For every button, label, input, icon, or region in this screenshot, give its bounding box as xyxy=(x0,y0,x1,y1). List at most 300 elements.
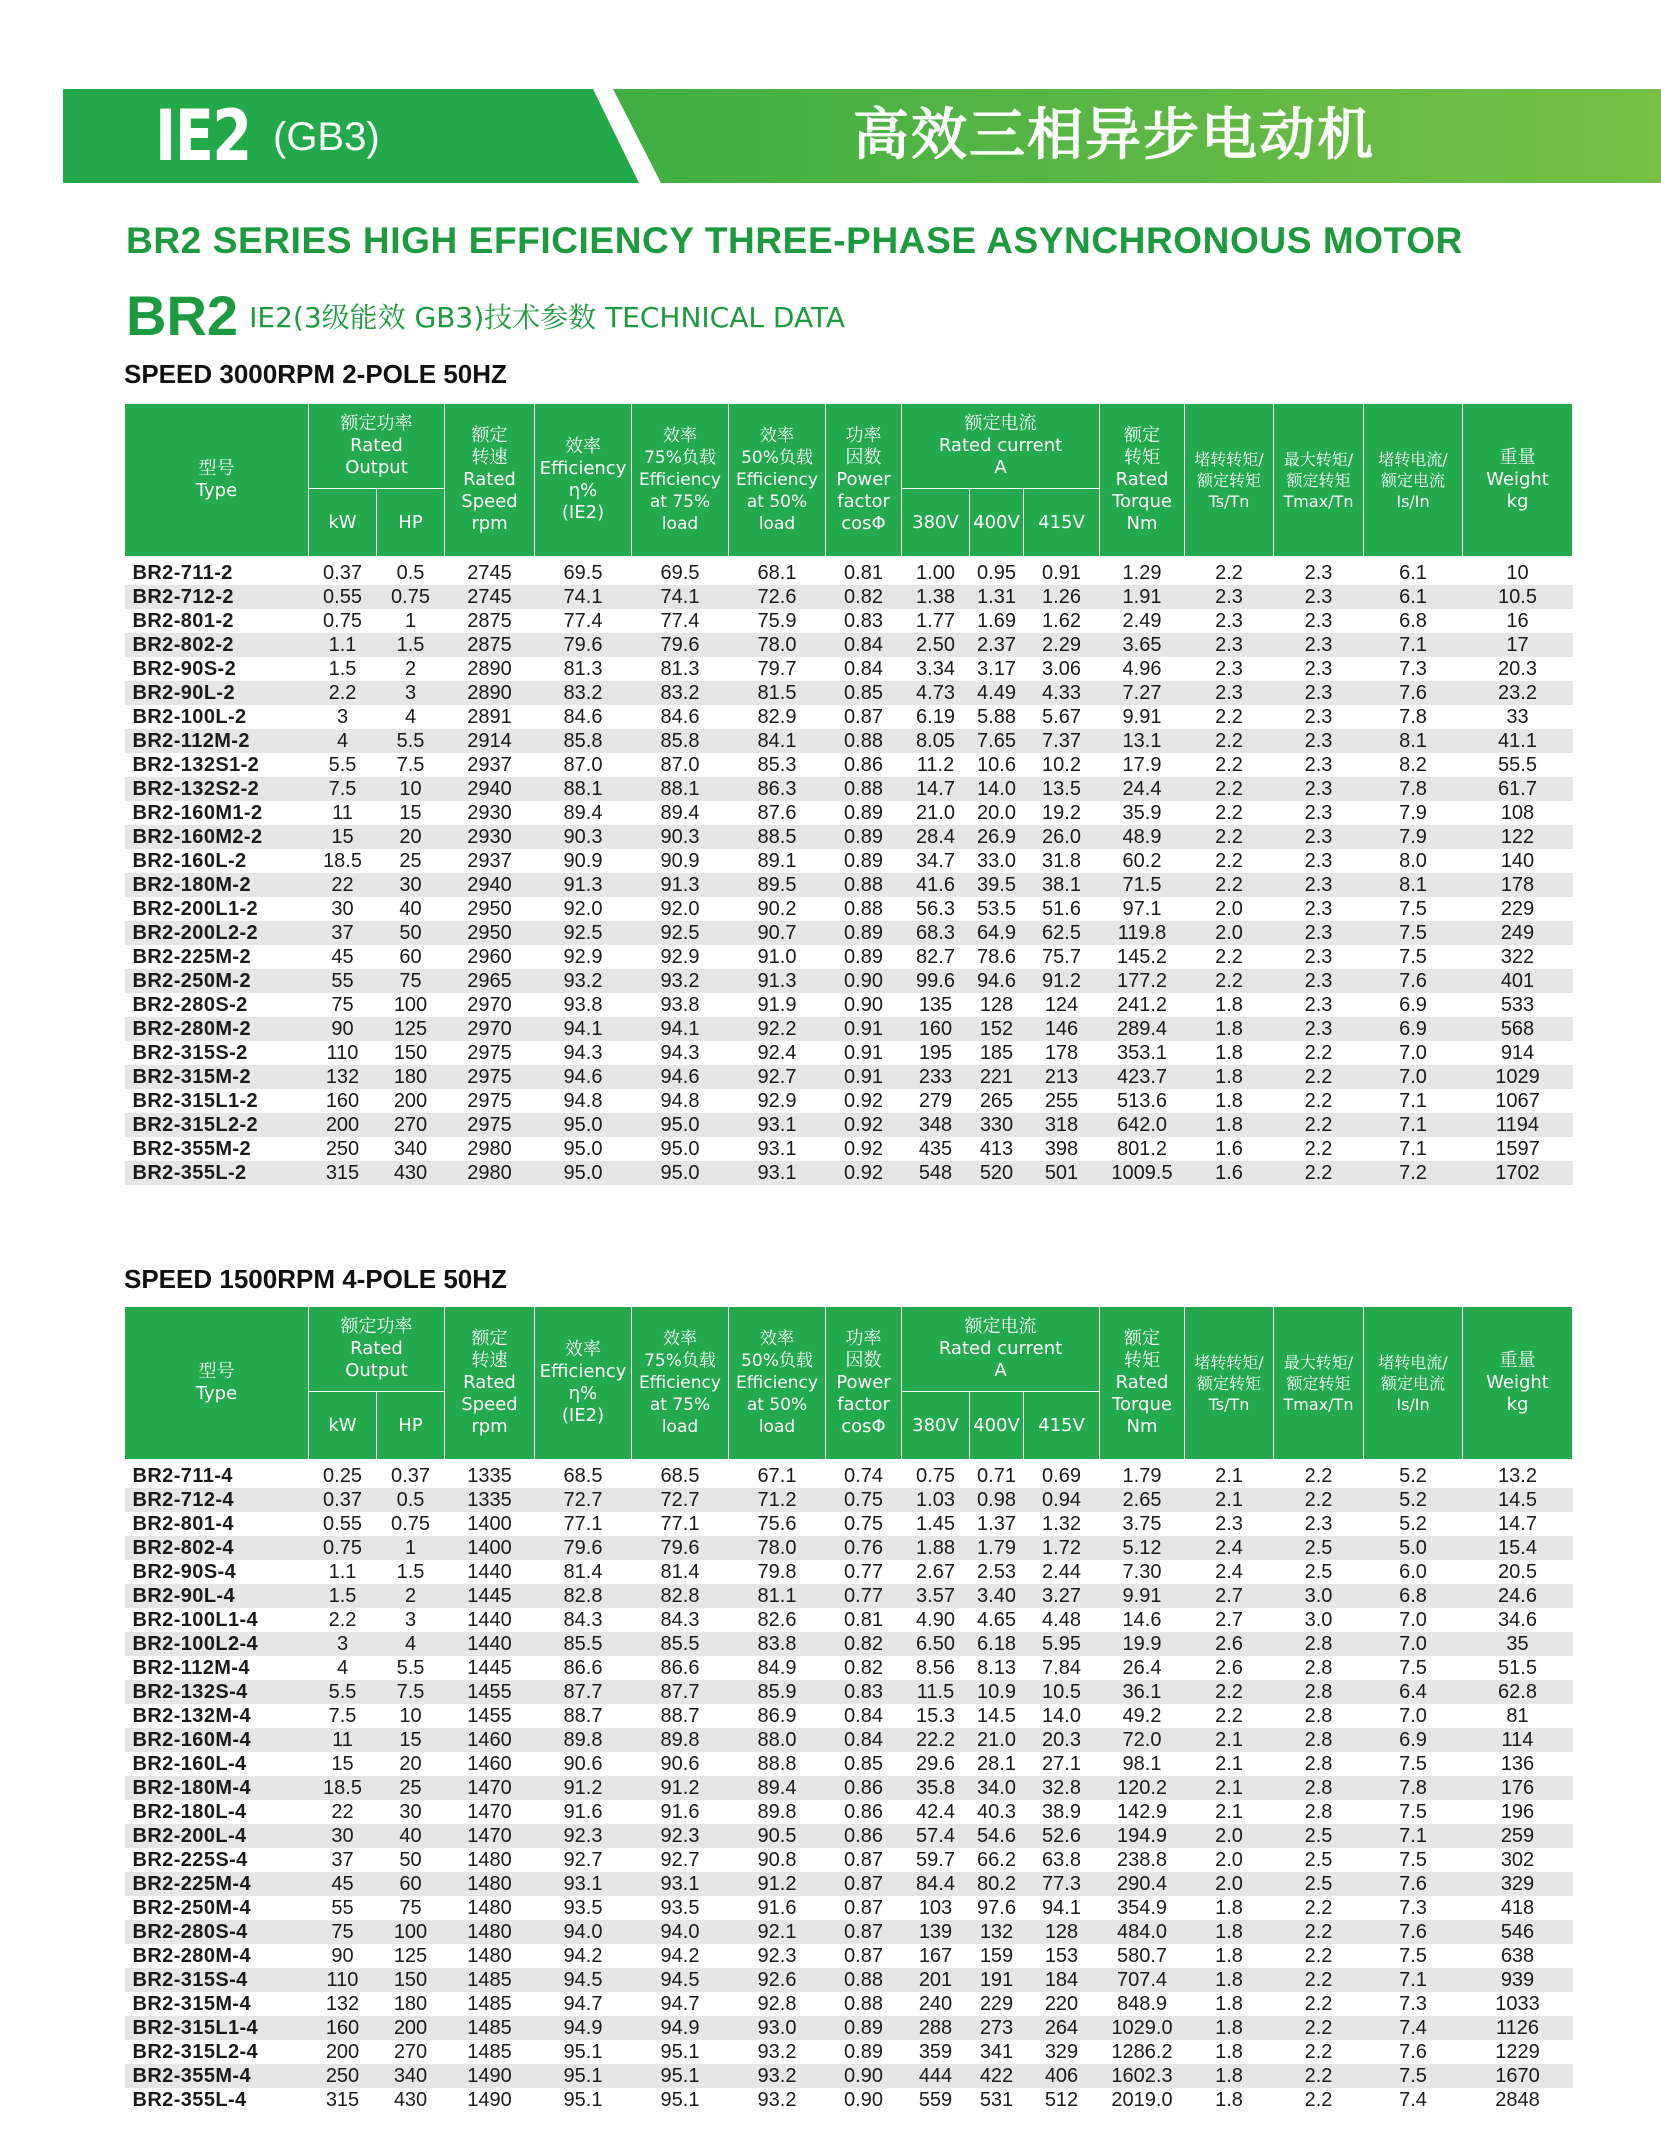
row-value-cell: 580.7 xyxy=(1116,1945,1168,1967)
row-value-cell: 50 xyxy=(399,1849,422,1871)
row-value-cell: 85.8 xyxy=(632,729,729,753)
row-value-cell: 513.6 xyxy=(1116,1090,1168,1112)
row-value-cell: 1.03 xyxy=(902,1488,970,1512)
row-value-cell: 484.0 xyxy=(1100,1920,1185,1944)
row-value-cell: 128 xyxy=(979,994,1014,1016)
header-v415: 415V xyxy=(1024,1392,1100,1460)
row-value-cell: 2.2 xyxy=(1274,1161,1364,1185)
row-value-cell: 92.2 xyxy=(729,1017,826,1041)
row-value-cell: 1.6 xyxy=(1215,1138,1243,1160)
row-value-cell: 89.5 xyxy=(729,873,826,897)
row-value-cell: 1480 xyxy=(445,1920,535,1944)
row-value-cell: 66.2 xyxy=(977,1849,1016,1871)
row-value-cell: 2.8 xyxy=(1274,1632,1364,1656)
row-value-cell: 95.0 xyxy=(535,1161,632,1185)
table-row xyxy=(125,2064,1573,2088)
row-value-cell: 1.5 xyxy=(328,658,357,680)
row-value-cell: 92.4 xyxy=(757,1042,797,1064)
row-value-cell: 34.6 xyxy=(1498,1609,1537,1631)
row-value-cell: 176 xyxy=(1463,1776,1573,1800)
row-value-cell: 62.8 xyxy=(1463,1680,1573,1704)
row-value-cell: 0.83 xyxy=(826,1680,902,1704)
row-value-cell: 79.8 xyxy=(757,1561,797,1583)
row-value-cell: 707.4 xyxy=(1100,1968,1185,1992)
header-v400: 400V xyxy=(970,489,1024,557)
row-value-cell: 82.8 xyxy=(535,1584,632,1608)
row-value-cell: 40 xyxy=(399,898,422,920)
row-value-cell: 2.2 xyxy=(1304,1042,1333,1064)
header-tsn xyxy=(1185,1307,1274,1460)
header-torque xyxy=(1100,1307,1185,1460)
row-value-cell: 0.98 xyxy=(970,1488,1024,1512)
row-value-cell: 92.9 xyxy=(660,946,700,968)
row-value-cell: 45 xyxy=(331,946,354,968)
row-value-cell: 88.1 xyxy=(632,777,729,801)
row-value-cell: 2.50 xyxy=(902,633,970,657)
row-value-cell: 520 xyxy=(970,1161,1024,1185)
row-value-cell: 270 xyxy=(393,2041,428,2063)
row-value-cell: 229 xyxy=(1500,898,1535,920)
row-value-cell: 13.1 xyxy=(1100,729,1185,753)
row-value-cell: 87.6 xyxy=(757,802,797,824)
row-value-cell: 21.0 xyxy=(970,1728,1024,1752)
row-value-cell: 93.2 xyxy=(535,969,632,993)
row-value-cell: 26.9 xyxy=(970,825,1024,849)
row-value-cell: 90.3 xyxy=(535,825,632,849)
row-value-cell: 90.9 xyxy=(660,850,700,872)
row-value-cell: 145.2 xyxy=(1116,946,1168,968)
row-value-cell: 92.7 xyxy=(729,1065,826,1089)
header-eff75-line: 75%负载 xyxy=(644,1351,716,1371)
row-value-cell: 1.8 xyxy=(1215,1090,1243,1112)
row-value-cell: 2.0 xyxy=(1185,1872,1274,1896)
row-value-cell: 75.7 xyxy=(1042,946,1081,968)
row-type-cell: BR2-280S-2 xyxy=(132,994,248,1016)
row-value-cell: 92.7 xyxy=(563,1849,603,1871)
row-value-cell: 95.1 xyxy=(632,2064,729,2088)
row-type-cell: BR2-250M-2 xyxy=(125,969,309,993)
row-value-cell: 2.2 xyxy=(1304,1465,1333,1487)
header-output-line: Rated xyxy=(350,435,403,456)
row-value-cell: 2.2 xyxy=(1274,1065,1364,1089)
row-value-cell: 1229 xyxy=(1495,2041,1540,2063)
row-value-cell: 81.3 xyxy=(563,658,603,680)
table-row xyxy=(125,1968,1573,1992)
row-value-cell: 11 xyxy=(332,802,353,824)
row-value-cell: 85.5 xyxy=(535,1632,632,1656)
table-row xyxy=(125,1065,1573,1089)
header-eff-line: 效率 xyxy=(565,1339,601,1360)
row-type-cell: BR2-712-4 xyxy=(125,1488,309,1512)
header-current-line: A xyxy=(994,457,1007,478)
row-value-cell: 89.1 xyxy=(757,850,797,872)
header-eff-line: η% xyxy=(568,480,598,501)
tech-subtitle: IE2(3级能效 GB3)技术参数 TECHNICAL DATA xyxy=(249,300,846,334)
row-value-cell: 264 xyxy=(1024,2016,1100,2040)
table-row xyxy=(125,1728,1573,1752)
row-value-cell: 3.65 xyxy=(1100,633,1185,657)
row-value-cell: 30 xyxy=(399,1801,422,1823)
row-value-cell: 88.0 xyxy=(729,1728,826,1752)
row-value-cell: 2745 xyxy=(445,585,535,609)
row-value-cell: 4.33 xyxy=(1024,681,1100,705)
row-value-cell: 250 xyxy=(309,2064,377,2088)
row-value-cell: 77.4 xyxy=(563,610,603,632)
row-value-cell: 2.67 xyxy=(916,1561,955,1583)
row-value-cell: 90.9 xyxy=(563,850,603,872)
header-speed-line: 额定 xyxy=(471,425,508,446)
row-value-cell: 2.2 xyxy=(328,1609,357,1631)
row-type-cell: BR2-132S-4 xyxy=(125,1680,309,1704)
row-value-cell: 178 xyxy=(1044,1042,1079,1064)
header-eff75-line: load xyxy=(661,1417,699,1437)
row-value-cell: 160 xyxy=(309,2016,377,2040)
header-eff75-line: at 75% xyxy=(649,1395,711,1415)
row-value-cell: 2.8 xyxy=(1274,1680,1364,1704)
header-eff50-line: Efficiency xyxy=(736,1373,818,1393)
row-value-cell: 1.8 xyxy=(1215,1945,1243,1967)
header-eff-line: 效率 xyxy=(565,436,601,457)
row-value-cell: 0.37 xyxy=(391,1465,430,1487)
row-value-cell: 315 xyxy=(309,1161,377,1185)
row-value-cell: 180 xyxy=(377,1065,445,1089)
row-value-cell: 2.2 xyxy=(1304,2041,1333,2063)
row-value-cell: 1.38 xyxy=(902,585,970,609)
row-value-cell: 90.7 xyxy=(729,921,826,945)
row-value-cell: 60 xyxy=(399,946,422,968)
header-speed-line: Rated xyxy=(463,469,516,490)
row-value-cell: 0.86 xyxy=(826,1824,902,1848)
row-value-cell: 7.5 xyxy=(309,777,377,801)
row-type-cell: BR2-280M-2 xyxy=(125,1017,309,1041)
row-value-cell: 11.2 xyxy=(916,754,955,776)
row-value-cell: 196 xyxy=(1500,1801,1535,1823)
row-value-cell: 95.0 xyxy=(632,1113,729,1137)
header-weight-line: kg xyxy=(1506,1394,1529,1415)
row-value-cell: 2.1 xyxy=(1185,1776,1274,1800)
table-row xyxy=(125,1824,1573,1848)
row-value-cell: 2.1 xyxy=(1215,1465,1243,1487)
row-value-cell: 86.3 xyxy=(729,777,826,801)
row-value-cell: 1.8 xyxy=(1215,994,1243,1016)
row-value-cell: 5.0 xyxy=(1364,1536,1463,1560)
row-value-cell: 4.96 xyxy=(1122,658,1162,680)
row-value-cell: 3.57 xyxy=(902,1584,970,1608)
header-speed xyxy=(445,1307,535,1460)
row-value-cell: 848.9 xyxy=(1116,1993,1168,2015)
row-value-cell: 100 xyxy=(377,1920,445,1944)
row-value-cell: 25 xyxy=(377,1776,445,1800)
row-value-cell: 9.91 xyxy=(1100,1584,1185,1608)
row-value-cell: 6.1 xyxy=(1399,562,1427,584)
header-v415: 415V xyxy=(1024,489,1100,557)
row-value-cell: 2.3 xyxy=(1274,825,1364,849)
row-type-cell: BR2-160M2-2 xyxy=(125,825,309,849)
row-value-cell: 1.8 xyxy=(1185,2064,1274,2088)
table-row xyxy=(125,777,1573,801)
row-value-cell: 270 xyxy=(377,1113,445,1137)
row-value-cell: 221 xyxy=(970,1065,1024,1089)
header-current xyxy=(902,1307,1100,1392)
row-type-cell: BR2-90S-4 xyxy=(132,1561,237,1583)
row-value-cell: 0.86 xyxy=(844,754,883,776)
row-value-cell: 2.49 xyxy=(1122,610,1162,632)
row-value-cell: 13.5 xyxy=(1024,777,1100,801)
row-value-cell: 2.0 xyxy=(1215,898,1243,920)
row-value-cell: 88.5 xyxy=(729,825,826,849)
row-value-cell: 7.5 xyxy=(1364,921,1463,945)
row-value-cell: 99.6 xyxy=(902,969,970,993)
row-value-cell: 1470 xyxy=(445,1776,535,1800)
row-value-cell: 7.1 xyxy=(1364,1113,1463,1137)
row-value-cell: 79.6 xyxy=(535,1536,632,1560)
row-value-cell: 103 xyxy=(918,1897,953,1919)
row-value-cell: 0.90 xyxy=(826,2064,902,2088)
row-value-cell: 7.1 xyxy=(1399,1090,1427,1112)
row-value-cell: 0.89 xyxy=(826,825,902,849)
row-value-cell: 0.88 xyxy=(844,898,883,920)
row-value-cell: 642.0 xyxy=(1100,1113,1185,1137)
header-output-line: Rated xyxy=(350,1338,403,1359)
header-weight-line: kg xyxy=(1506,491,1529,512)
header-hp: HP xyxy=(377,1392,445,1460)
row-value-cell: 2.29 xyxy=(1024,633,1100,657)
row-value-cell: 93.1 xyxy=(729,1113,826,1137)
row-type-cell: BR2-180M-4 xyxy=(125,1776,309,1800)
row-value-cell: 93.8 xyxy=(660,994,700,1016)
row-value-cell: 71.2 xyxy=(729,1488,826,1512)
row-value-cell: 0.92 xyxy=(826,1113,902,1137)
row-value-cell: 90 xyxy=(331,1945,354,1967)
row-value-cell: 7.5 xyxy=(1399,1753,1427,1775)
row-value-cell: 88.7 xyxy=(563,1705,603,1727)
row-type-cell: BR2-802-2 xyxy=(125,633,309,657)
row-value-cell: 290.4 xyxy=(1100,1872,1185,1896)
row-value-cell: 1480 xyxy=(467,1897,512,1919)
row-value-cell: 35 xyxy=(1463,1632,1573,1656)
table-row xyxy=(125,1632,1573,1656)
row-value-cell: 88.7 xyxy=(660,1705,700,1727)
row-type-cell: BR2-711-4 xyxy=(132,1465,233,1487)
row-value-cell: 4.73 xyxy=(902,681,970,705)
row-value-cell: 0.69 xyxy=(1042,1465,1081,1487)
row-value-cell: 3.0 xyxy=(1304,1609,1333,1631)
row-value-cell: 14.6 xyxy=(1122,1609,1162,1631)
row-value-cell: 5.2 xyxy=(1399,1513,1427,1535)
row-value-cell: 548 xyxy=(902,1161,970,1185)
row-value-cell: 22.2 xyxy=(902,1728,970,1752)
row-value-cell: 0.85 xyxy=(826,681,902,705)
row-value-cell: 87.7 xyxy=(535,1680,632,1704)
row-value-cell: 0.84 xyxy=(826,1728,902,1752)
row-value-cell: 94.9 xyxy=(632,2016,729,2040)
row-value-cell: 6.50 xyxy=(902,1632,970,1656)
row-value-cell: 340 xyxy=(377,2064,445,2088)
header-type-line: 型号 xyxy=(198,458,235,479)
row-value-cell: 110 xyxy=(326,1042,359,1064)
row-value-cell: 0.81 xyxy=(844,562,883,584)
row-value-cell: 401 xyxy=(1463,969,1573,993)
header-isn-line: 堵转电流/ xyxy=(1378,1352,1448,1372)
row-value-cell: 125 xyxy=(377,1017,445,1041)
row-value-cell: 1460 xyxy=(467,1753,512,1775)
row-value-cell: 2975 xyxy=(445,1065,535,1089)
row-value-cell: 1.1 xyxy=(309,633,377,657)
row-value-cell: 20 xyxy=(399,1753,422,1775)
row-value-cell: 132 xyxy=(970,1920,1024,1944)
row-value-cell: 178 xyxy=(1463,873,1573,897)
header-torque-line: Nm xyxy=(1126,1416,1158,1437)
table-row xyxy=(125,1041,1573,1065)
table-row xyxy=(125,1464,1573,1488)
table-row xyxy=(125,2016,1573,2040)
row-value-cell: 3 xyxy=(377,681,445,705)
row-value-cell: 1445 xyxy=(467,1657,512,1679)
row-value-cell: 3 xyxy=(404,1609,417,1631)
row-value-cell: 0.92 xyxy=(826,1161,902,1185)
row-value-cell: 2875 xyxy=(467,610,512,632)
row-value-cell: 1029 xyxy=(1463,1065,1573,1089)
row-value-cell: 1.1 xyxy=(328,1561,357,1583)
row-type-cell: BR2-180L-4 xyxy=(132,1801,247,1823)
row-value-cell: 0.90 xyxy=(844,2089,883,2111)
row-value-cell: 7.2 xyxy=(1364,1161,1463,1185)
row-value-cell: 14.0 xyxy=(970,777,1024,801)
row-value-cell: 92.6 xyxy=(729,1968,826,1992)
motor-data-table-2pole xyxy=(124,403,1573,1185)
row-value-cell: 93.1 xyxy=(757,1138,797,1160)
row-value-cell: 36.1 xyxy=(1100,1680,1185,1704)
row-value-cell: 84.9 xyxy=(757,1657,797,1679)
row-value-cell: 0.5 xyxy=(377,1488,445,1512)
table-row xyxy=(125,585,1573,609)
row-value-cell: 2.2 xyxy=(1304,1138,1333,1160)
row-value-cell: 45 xyxy=(309,1872,377,1896)
row-value-cell: 2.3 xyxy=(1304,1513,1333,1535)
header-hp: HP xyxy=(377,489,445,557)
row-value-cell: 0.55 xyxy=(323,1513,362,1535)
row-value-cell: 1067 xyxy=(1495,1090,1540,1112)
header-speed-line: Speed xyxy=(461,1394,518,1415)
row-value-cell: 4.65 xyxy=(977,1609,1016,1631)
row-value-cell: 0.92 xyxy=(844,1090,883,1112)
row-value-cell: 94.1 xyxy=(535,1017,632,1041)
row-value-cell: 1 xyxy=(404,610,417,632)
row-value-cell: 68.5 xyxy=(660,1465,700,1487)
row-value-cell: 89.8 xyxy=(535,1728,632,1752)
row-value-cell: 61.7 xyxy=(1463,777,1573,801)
row-value-cell: 93.2 xyxy=(757,2041,797,2063)
row-value-cell: 1480 xyxy=(445,1872,535,1896)
table2-title: SPEED 1500RPM 4-POLE 50HZ xyxy=(124,1264,507,1294)
row-value-cell: 90 xyxy=(309,1017,377,1041)
row-value-cell: 2.3 xyxy=(1274,1017,1364,1041)
row-value-cell: 86.9 xyxy=(757,1705,797,1727)
row-value-cell: 1.8 xyxy=(1185,2016,1274,2040)
table-row xyxy=(125,1560,1573,1584)
row-value-cell: 1.91 xyxy=(1100,585,1185,609)
header-torque-line: 转矩 xyxy=(1124,447,1160,468)
row-value-cell: 54.6 xyxy=(970,1824,1024,1848)
header-eff75 xyxy=(632,404,729,557)
row-value-cell: 68.3 xyxy=(902,921,970,945)
row-value-cell: 1.00 xyxy=(916,562,955,584)
row-value-cell: 78.0 xyxy=(729,633,826,657)
row-value-cell: 79.7 xyxy=(757,658,797,680)
row-value-cell: 2960 xyxy=(467,946,512,968)
banner-ie2-label: IE2 xyxy=(155,95,251,177)
row-value-cell: 82.7 xyxy=(916,946,955,968)
row-value-cell: 2848 xyxy=(1495,2089,1540,2111)
row-value-cell: 302 xyxy=(1500,1849,1535,1871)
header-output xyxy=(309,404,445,489)
row-value-cell: 0.88 xyxy=(826,873,902,897)
header-v380: 380V xyxy=(902,1392,970,1460)
table-row xyxy=(125,1656,1573,1680)
row-value-cell: 89.4 xyxy=(660,802,700,824)
row-value-cell: 0.37 xyxy=(309,1488,377,1512)
row-value-cell: 9.91 xyxy=(1122,706,1162,728)
row-value-cell: 1455 xyxy=(445,1680,535,1704)
row-value-cell: 2.3 xyxy=(1274,585,1364,609)
row-value-cell: 75.9 xyxy=(757,610,797,632)
row-value-cell: 2.2 xyxy=(1274,1113,1364,1137)
row-type-cell: BR2-200L2-2 xyxy=(125,921,309,945)
row-value-cell: 1.37 xyxy=(977,1513,1016,1535)
row-value-cell: 2.4 xyxy=(1185,1536,1274,1560)
row-value-cell: 2.7 xyxy=(1185,1584,1274,1608)
header-isn-line: Is/In xyxy=(1396,491,1430,511)
row-type-cell: BR2-160M1-2 xyxy=(132,802,263,824)
row-value-cell: 56.3 xyxy=(916,898,955,920)
row-value-cell: 52.6 xyxy=(1024,1824,1100,1848)
row-value-cell: 1440 xyxy=(467,1609,512,1631)
header-isn-line: 堵转电流/ xyxy=(1378,449,1448,469)
row-value-cell: 1.8 xyxy=(1185,1065,1274,1089)
row-value-cell: 0.82 xyxy=(826,1632,902,1656)
row-value-cell: 0.82 xyxy=(826,585,902,609)
table-row xyxy=(125,1680,1573,1704)
row-value-cell: 87.0 xyxy=(563,754,603,776)
header-eff xyxy=(535,404,632,557)
row-value-cell: 195 xyxy=(918,1042,953,1064)
row-value-cell: 95.1 xyxy=(563,2089,603,2111)
row-value-cell: 89.8 xyxy=(632,1728,729,1752)
row-value-cell: 15 xyxy=(377,1728,445,1752)
row-value-cell: 10.5 xyxy=(1463,585,1573,609)
header-torque xyxy=(1100,404,1185,557)
row-value-cell: 638 xyxy=(1500,1945,1535,1967)
table-row xyxy=(125,945,1573,969)
row-value-cell: 93.1 xyxy=(632,1872,729,1896)
row-value-cell: 29.6 xyxy=(916,1753,955,1775)
table-row xyxy=(125,1872,1573,1896)
row-value-cell: 83.8 xyxy=(729,1632,826,1656)
row-value-cell: 1009.5 xyxy=(1100,1161,1185,1185)
row-value-cell: 1.8 xyxy=(1185,1968,1274,1992)
row-value-cell: 0.81 xyxy=(844,1609,883,1631)
header-eff50 xyxy=(729,404,826,557)
row-value-cell: 35.9 xyxy=(1122,802,1162,824)
row-value-cell: 1440 xyxy=(467,1561,512,1583)
header-eff-line: η% xyxy=(568,1383,598,1404)
row-value-cell: 2.2 xyxy=(1215,850,1243,872)
row-value-cell: 74.1 xyxy=(632,585,729,609)
row-value-cell: 0.84 xyxy=(844,658,883,680)
row-value-cell: 159 xyxy=(979,1945,1014,1967)
row-value-cell: 136 xyxy=(1500,1753,1535,1775)
header-eff50-line: at 50% xyxy=(746,492,808,512)
